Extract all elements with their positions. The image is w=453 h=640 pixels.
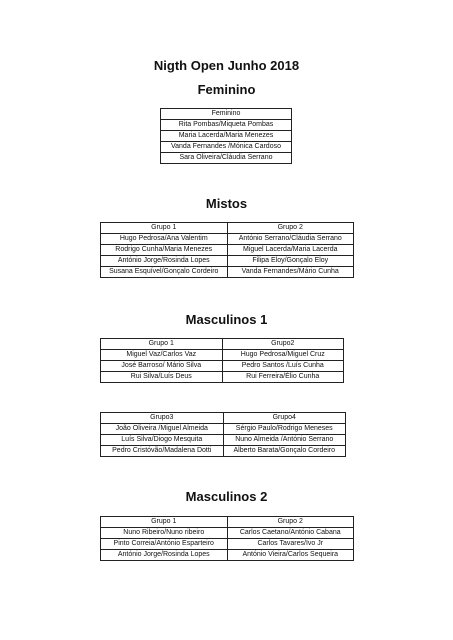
- table-cell: Sérgio Paulo/Rodrigo Meneses: [223, 424, 346, 435]
- table-row: [161, 153, 292, 164]
- table-header-row: [101, 413, 346, 424]
- table-row: [101, 424, 346, 435]
- table-row: [101, 267, 354, 278]
- table-row: [101, 446, 346, 457]
- table-header-row: [101, 339, 344, 350]
- table-header-cell: Grupo 1: [101, 517, 228, 528]
- table-header-cell: Grupo2: [222, 339, 344, 350]
- table-header-cell: Grupo3: [101, 413, 224, 424]
- table-cell: Luís Silva/Diogo Mesquita: [101, 435, 224, 446]
- table-row: [161, 120, 292, 131]
- table-cell: Miguel Vaz/Carlos Vaz: [101, 350, 223, 361]
- table-row: [101, 350, 344, 361]
- table-row: [101, 256, 354, 267]
- section-heading-mistos: Mistos: [205, 196, 248, 211]
- table-cell: António Jorge/Rosinda Lopes: [101, 256, 228, 267]
- table-header-cell: Grupo 1: [101, 339, 223, 350]
- table-cell: António Vieira/Carlos Sequeira: [227, 550, 354, 561]
- table-header-cell: Grupo 2: [227, 517, 354, 528]
- table-cell: Nuno Almeida /António Serrano: [223, 435, 346, 446]
- table-cell: Pedro Santos /Luís Cunha: [222, 361, 344, 372]
- section-heading-masculinos-1: Masculinos 1: [185, 312, 268, 327]
- document-title: Nigth Open Junho 2018: [153, 58, 300, 73]
- table-header-cell: Grupo 2: [227, 223, 354, 234]
- table-cell: Maria Lacerda/Maria Menezes: [161, 131, 292, 142]
- table-cell: Vanda Fernandes /Mónica Cardoso: [161, 142, 292, 153]
- masculinos-2-table: [100, 516, 354, 561]
- masculinos-1-table-a: [100, 338, 344, 383]
- table-row: [101, 361, 344, 372]
- table-row: [161, 131, 292, 142]
- table-cell: António Serrano/Cláudia Serrano: [227, 234, 354, 245]
- table-cell: Pinto Correia/António Esparteiro: [101, 539, 228, 550]
- table-cell: Rita Pombas/Miqueta Pombas: [161, 120, 292, 131]
- section-heading-feminino: Feminino: [197, 82, 256, 97]
- table-row: [161, 142, 292, 153]
- table-cell: Alberto Barata/Gonçalo Cordeiro: [223, 446, 346, 457]
- table-cell: Sara Oliveira/Cláudia Serrano: [161, 153, 292, 164]
- table-cell: Pedro Cristóvão/Madalena Dotti: [101, 446, 224, 457]
- table-header-cell: Grupo4: [223, 413, 346, 424]
- table-cell: Vanda Fernandes/Mário Cunha: [227, 267, 354, 278]
- table-cell: Nuno Ribeiro/Nuno ribeiro: [101, 528, 228, 539]
- table-row: [101, 234, 354, 245]
- table-cell: Rui Silva/Luís Deus: [101, 372, 223, 383]
- table-cell: Rui Ferreira/Élio Cunha: [222, 372, 344, 383]
- section-heading-masculinos-2: Masculinos 2: [185, 489, 268, 504]
- feminino-table: [160, 108, 292, 164]
- table-header-cell: Feminino: [161, 109, 292, 120]
- table-header-row: [101, 517, 354, 528]
- table-row: [101, 435, 346, 446]
- table-header-cell: Grupo 1: [101, 223, 228, 234]
- table-cell: António Jorge/Rosinda Lopes: [101, 550, 228, 561]
- table-cell: Susana Esquível/Gonçalo Cordeiro: [101, 267, 228, 278]
- table-cell: Carlos Tavares/Ivo Jr: [227, 539, 354, 550]
- table-row: [101, 245, 354, 256]
- table-header-row: [161, 109, 292, 120]
- table-cell: Hugo Pedrosa/Miguel Cruz: [222, 350, 344, 361]
- table-cell: Miguel Lacerda/Maria Lacerda: [227, 245, 354, 256]
- table-row: [101, 528, 354, 539]
- table-row: [101, 372, 344, 383]
- table-cell: Hugo Pedrosa/Ana Valentim: [101, 234, 228, 245]
- table-cell: José Barroso/ Mário Silva: [101, 361, 223, 372]
- table-cell: João Oliveira /Miguel Almeida: [101, 424, 224, 435]
- table-row: [101, 550, 354, 561]
- table-row: [101, 539, 354, 550]
- table-cell: Carlos Caetano/António Cabana: [227, 528, 354, 539]
- table-header-row: [101, 223, 354, 234]
- table-cell: Rodrigo Cunha/Maria Menezes: [101, 245, 228, 256]
- masculinos-1-table-b: [100, 412, 346, 457]
- table-cell: Filipa Eloy/Gonçalo Eloy: [227, 256, 354, 267]
- mistos-table: [100, 222, 354, 278]
